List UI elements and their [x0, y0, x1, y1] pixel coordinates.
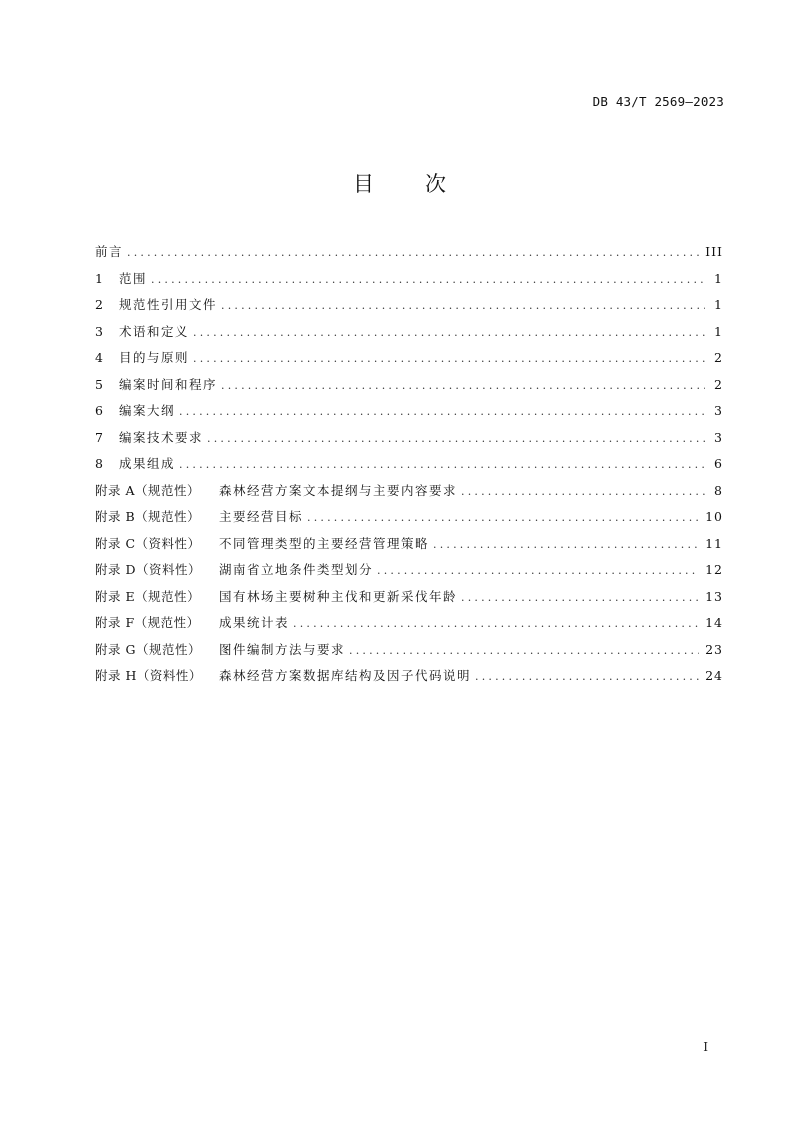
appendix-title: 湖南省立地条件类型划分: [219, 562, 374, 577]
toc-entry-number: 4: [95, 350, 103, 365]
appendix-label: 附录 F（规范性）: [95, 615, 200, 630]
toc-appendix-b[interactable]: [95, 507, 723, 534]
toc-appendix-f[interactable]: [95, 613, 723, 640]
toc-entry-page: 3: [714, 403, 723, 418]
appendix-title: 成果统计表: [219, 615, 290, 630]
toc-entry-title: 编案时间和程序: [119, 376, 218, 392]
toc-entry-page: 1: [714, 323, 723, 339]
appendix-label: 附录 B（规范性）: [95, 509, 201, 524]
appendix-page: 14: [705, 615, 723, 630]
toc-entry-number: 5: [95, 376, 103, 392]
toc-entry-7[interactable]: [95, 428, 723, 455]
dot-leader: [193, 349, 705, 369]
toc-entry-title: 成果组成: [119, 456, 176, 471]
dot-leader: [193, 323, 705, 343]
toc-entry-title: 前言: [95, 244, 124, 259]
dot-leader: [221, 376, 705, 396]
appendix-title: 主要经营目标: [219, 509, 304, 524]
appendix-title: 图件编制方法与要求: [219, 641, 346, 657]
dot-leader: [475, 667, 699, 687]
appendix-page: 8: [714, 482, 723, 498]
appendix-label: 附录 E（规范性）: [95, 588, 201, 604]
toc-entry-number: 1: [95, 270, 103, 286]
appendix-label: 附录 C（资料性）: [95, 535, 201, 551]
toc-appendix-d[interactable]: [95, 560, 723, 587]
appendix-page: 24: [705, 668, 723, 683]
dot-leader: [461, 588, 699, 608]
toc-appendix-g[interactable]: [95, 640, 723, 667]
toc-entry-page: 1: [714, 297, 723, 312]
toc-appendix-c[interactable]: [95, 534, 723, 561]
toc-entry-number: 6: [95, 403, 103, 418]
page-title: [0, 168, 800, 198]
dot-leader: [433, 535, 699, 555]
toc-entry-title: 编案技术要求: [119, 429, 204, 445]
dot-leader: [293, 614, 699, 634]
page-number: I: [703, 1040, 708, 1054]
dot-leader: [151, 270, 705, 290]
toc-entry-2[interactable]: [95, 295, 723, 322]
toc-entry-number: 3: [95, 323, 103, 339]
standard-code: DB 43/T 2569—2023: [592, 94, 724, 109]
toc-entry-title: 规范性引用文件: [119, 297, 218, 312]
toc-entry-4[interactable]: [95, 348, 723, 375]
appendix-label: 附录 G（规范性）: [95, 641, 201, 657]
toc-entry-page: 1: [714, 270, 723, 286]
toc-entry-page: III: [705, 244, 723, 259]
dot-leader: [207, 429, 705, 449]
toc-entry-6[interactable]: [95, 401, 723, 428]
toc-entry-title: 编案大纲: [119, 403, 176, 418]
toc-entry-page: 2: [714, 350, 723, 365]
appendix-title: 森林经营方案数据库结构及因子代码说明: [219, 668, 472, 683]
dot-leader: [221, 296, 705, 316]
toc-entry-8[interactable]: [95, 454, 723, 481]
appendix-title: 森林经营方案文本提纲与主要内容要求: [219, 482, 458, 498]
toc-entry-number: 2: [95, 297, 103, 312]
appendix-page: 12: [705, 562, 723, 577]
toc-entry-title: 范围: [119, 270, 148, 286]
toc-entry-number: 8: [95, 456, 103, 471]
toc-appendix-e[interactable]: [95, 587, 723, 614]
toc-entry-page: 6: [714, 456, 723, 471]
appendix-label: 附录 H（资料性）: [95, 668, 202, 683]
appendix-title: 国有林场主要树种主伐和更新采伐年龄: [219, 588, 458, 604]
dot-leader: [179, 402, 705, 422]
dot-leader: [307, 508, 699, 528]
toc-entry-number: 7: [95, 429, 103, 445]
toc-appendix-h[interactable]: [95, 666, 723, 693]
dot-leader: [127, 243, 699, 263]
table-of-contents: [95, 242, 723, 693]
title-char-1: 目: [353, 172, 375, 196]
appendix-page: 13: [705, 588, 723, 604]
toc-entry-3[interactable]: [95, 322, 723, 349]
dot-leader: [179, 455, 705, 475]
toc-appendix-a[interactable]: [95, 481, 723, 508]
appendix-page: 23: [705, 641, 723, 657]
appendix-title: 不同管理类型的主要经营管理策略: [219, 535, 430, 551]
toc-entry-title: 术语和定义: [119, 323, 190, 339]
dot-leader: [461, 482, 705, 502]
toc-entry-title: 目的与原则: [119, 350, 190, 365]
toc-entry-foreword[interactable]: [95, 242, 723, 269]
appendix-page: 11: [705, 535, 723, 551]
appendix-label: 附录 A（规范性）: [95, 482, 201, 498]
toc-entry-5[interactable]: [95, 375, 723, 402]
dot-leader: [349, 641, 699, 661]
toc-entry-page: 3: [714, 429, 723, 445]
appendix-label: 附录 D（资料性）: [95, 562, 201, 577]
dot-leader: [377, 561, 699, 581]
toc-entry-page: 2: [714, 376, 723, 392]
appendix-page: 10: [705, 509, 723, 524]
toc-entry-1[interactable]: [95, 269, 723, 296]
title-char-2: 次: [425, 172, 447, 196]
